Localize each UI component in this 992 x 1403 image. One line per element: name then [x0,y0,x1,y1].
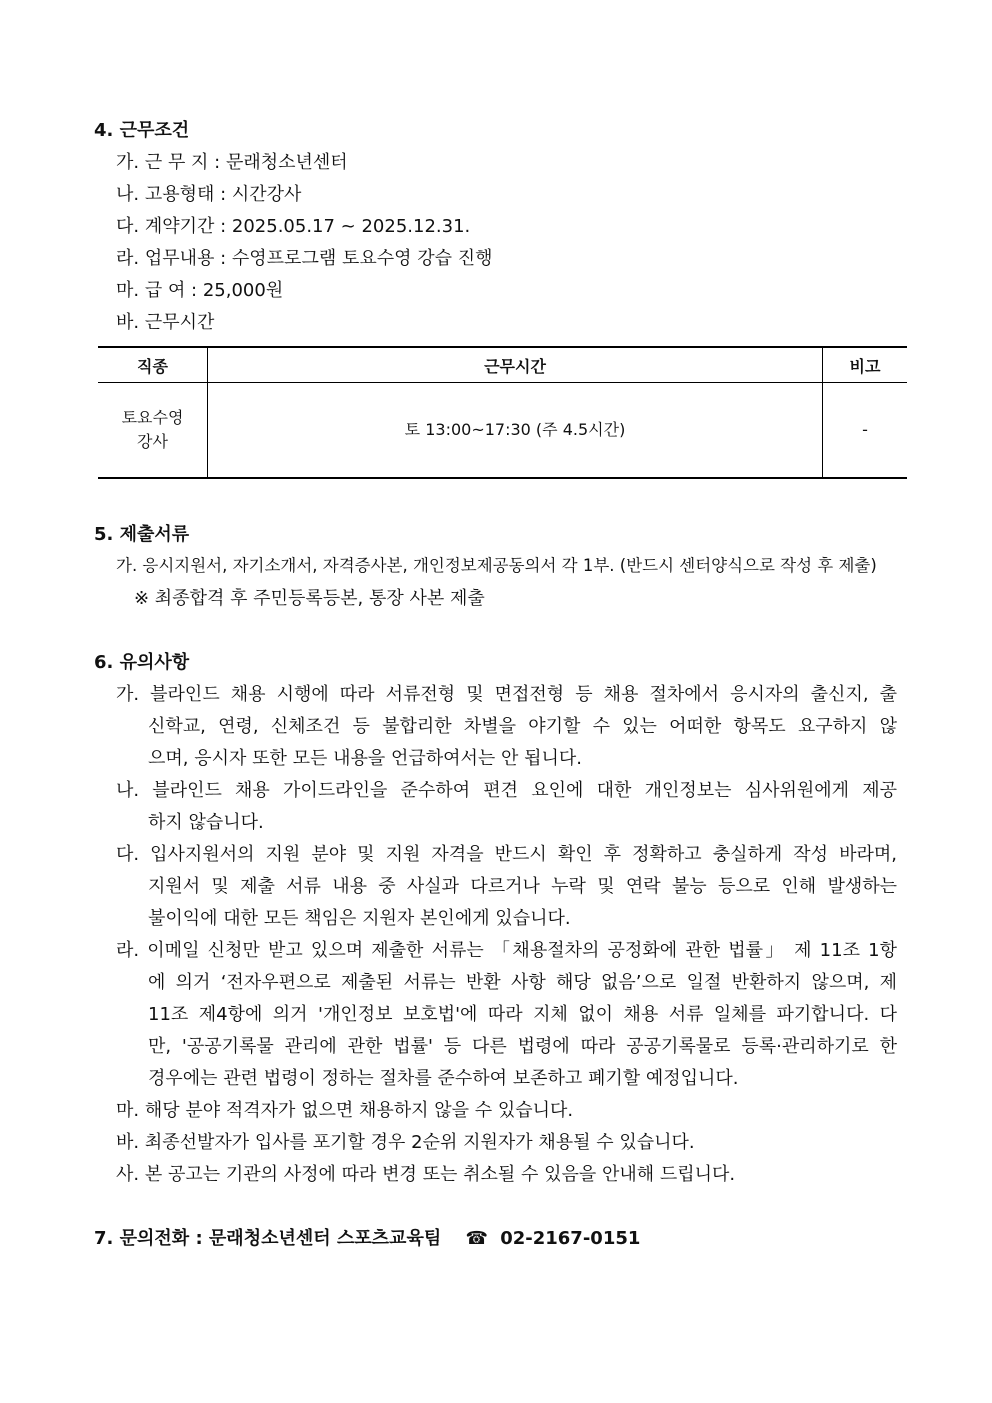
s6-line: 으며, 응시자 또한 모든 내용을 언급하여서는 안 됩니다. [148,748,583,769]
s6-line: 지원서 및 제출 서류 내용 중 사실과 다르거나 누락 및 연락 불능 등으로 인해 발생하는 [148,876,897,897]
s6-line: 다. 입사지원서의 지원 분야 및 지원 자격을 반드시 확인 후 정확하고 충실하게 작성 바라며, [116,844,897,865]
cell-job [98,383,208,479]
s6-line: 가. 블라인드 채용 시행에 따라 서류전형 및 면접전형 등 채용 절차에서 응시자의 출신지, 출 [116,684,897,705]
s6-line: 사. 본 공고는 기관의 사정에 따라 변경 또는 취소될 수 있음을 안내해 드립니다. [116,1164,736,1185]
s6-line: 하지 않습니다. [148,812,264,833]
s6-line: 나. 블라인드 채용 가이드라인을 준수하여 편견 요인에 대한 개인정보는 심사위원에게 제공 [116,780,897,801]
header-hours: 근무시간 [208,347,823,383]
s6-line: 바. 최종선발자가 입사를 포기할 경우 2순위 지원자가 채용될 수 있습니다. [116,1132,695,1153]
work-hours-table [98,346,907,479]
s6-line: 마. 해당 분야 적격자가 없으면 채용하지 않을 수 있습니다. [116,1100,574,1121]
cell-job-line1: 토요수영 [121,408,184,427]
s6-line: 만, '공공기록물 관리에 관한 법률' 등 다른 법령에 따라 공공기록물로 등록·관리하기로 한 [148,1036,897,1057]
cell-job-line2: 강사 [137,432,168,451]
section-5-title: 5. 제출서류 [94,524,190,545]
s5-note: ※ 최종합격 후 주민등록등본, 통장 사본 제출 [134,588,485,609]
section-7-contact [94,1224,640,1250]
table-row [98,383,907,479]
cell-hours: 토 13:00~17:30 (주 4.5시간) [208,383,823,479]
header-job: 직종 [98,347,208,383]
s4-item-workplace: 가. 근 무 지 : 문래청소년센터 [116,152,348,173]
contact-phone[interactable]: 02-2167-0151 [500,1228,641,1249]
header-note: 비고 [823,347,908,383]
s4-item-work-hours: 바. 근무시간 [116,312,215,333]
s5-item: 가. 응시지원서, 자기소개서, 자격증사본, 개인정보제공동의서 각 1부. (반드시 센터양식으로 작성 후 제출) [116,556,877,575]
contact-label: 7. 문의전화 : 문래청소년센터 스포츠교육팀 [94,1228,442,1249]
s4-item-job-content: 라. 업무내용 : 수영프로그램 토요수영 강습 진행 [116,248,493,269]
s6-line: 불이익에 대한 모든 책임은 지원자 본인에게 있습니다. [148,908,571,929]
s6-line: 신학교, 연령, 신체조건 등 불합리한 차별을 야기할 수 있는 어떠한 항목도 요구하지 않 [148,716,897,737]
phone-icon: ☎ [465,1228,488,1249]
table-header-row [98,347,907,383]
s6-line: 경우에는 관련 법령이 정하는 절차를 준수하여 보존하고 폐기할 예정입니다. [148,1068,739,1089]
section-6-title: 6. 유의사항 [94,652,190,673]
s4-item-contract-period: 다. 계약기간 : 2025.05.17 ~ 2025.12.31. [116,216,471,237]
s6-line: 11조 제4항에 의거 '개인정보 보호법'에 따라 지체 없이 채용 서류 일체를 파기합니다. 다 [148,1004,897,1025]
cell-note: - [823,383,908,479]
s4-item-employment-type: 나. 고용형태 : 시간강사 [116,184,302,205]
s4-item-pay: 마. 급 여 : 25,000원 [116,280,284,301]
s6-line: 에 의거 ‘전자우편으로 제출된 서류는 반환 사항 해당 없음’으로 일절 반환하지 않으며, 제 [148,972,897,993]
section-4-title: 4. 근무조건 [94,120,190,141]
s6-line: 라. 이메일 신청만 받고 있으며 제출한 서류는 「채용절차의 공정화에 관한 법률」 제 11조 1항 [116,940,897,961]
